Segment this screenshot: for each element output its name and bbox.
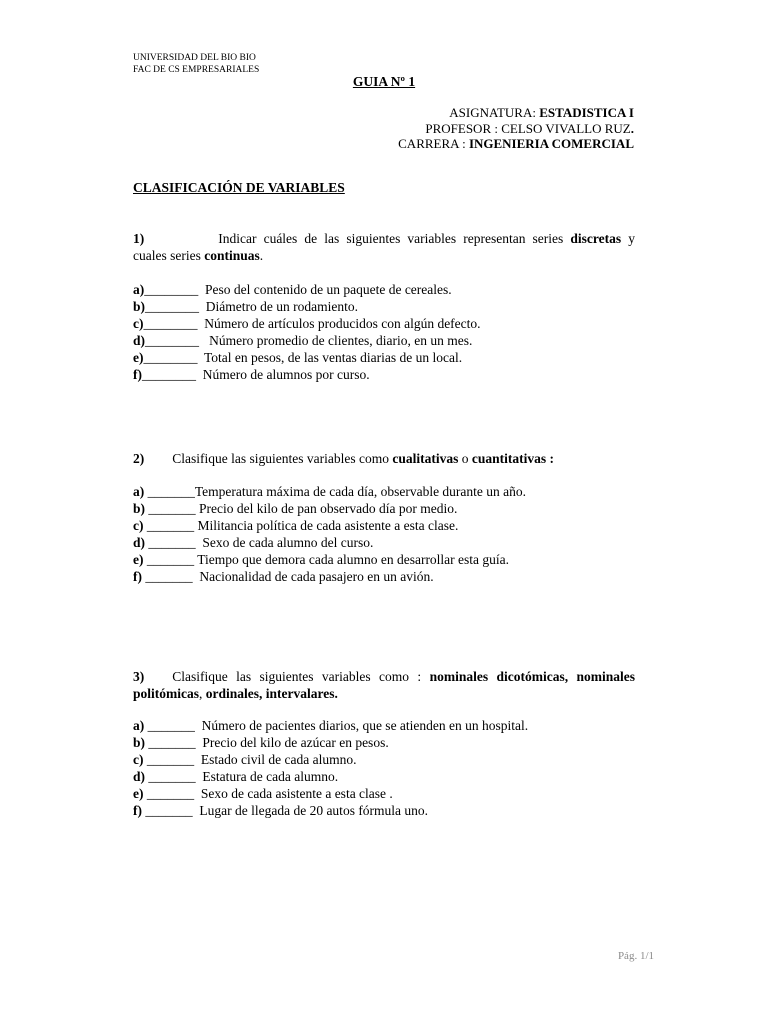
list-item	[133, 534, 526, 551]
answer-blank[interactable]: _______	[148, 769, 196, 784]
list-item	[133, 281, 481, 298]
answer-blank[interactable]: _______	[148, 535, 196, 550]
item-text: Estatura de cada alumno.	[195, 769, 339, 784]
item-label: b)	[133, 735, 149, 750]
item-label: f)	[133, 367, 142, 382]
item-label: a)	[133, 718, 148, 733]
item-label: a)	[133, 484, 148, 499]
answer-blank[interactable]: ________	[142, 367, 196, 382]
item-text: Tiempo que demora cada alumno en desarrollar esta guía.	[194, 552, 510, 567]
item-label: e)	[133, 350, 144, 365]
item-text: Número promedio de clientes, diario, en un mes.	[199, 333, 473, 348]
item-label: b)	[133, 501, 149, 516]
question-number: 2)	[133, 451, 145, 466]
answer-blank[interactable]: _______	[145, 803, 193, 818]
question-text: .	[259, 248, 264, 263]
question-keyword: cualitativas	[392, 451, 459, 466]
answer-blank[interactable]: ________	[144, 282, 199, 297]
question-text: Indicar cuáles de las siguientes variables representan series	[218, 231, 571, 246]
answer-blank[interactable]: ________	[145, 299, 200, 314]
professor-end: .	[630, 120, 634, 136]
item-text: Peso del contenido de un paquete de cereales.	[198, 282, 452, 297]
item-label: a)	[133, 282, 145, 297]
list-item	[133, 483, 526, 500]
item-text: Militancia política de cada asistente a esta clase.	[194, 518, 459, 533]
question-2	[133, 450, 635, 467]
question-number: 1)	[133, 231, 145, 246]
answer-blank[interactable]: ________	[143, 316, 198, 331]
question-text: Clasifique las siguientes variables como	[172, 451, 393, 466]
item-text: Número de artículos producidos con algún defecto.	[197, 316, 481, 331]
career-label: CARRERA :	[398, 136, 469, 151]
list-item	[133, 717, 528, 734]
answer-blank[interactable]: ________	[143, 350, 198, 365]
page-number: Pág. 1/1	[617, 950, 654, 962]
item-label: c)	[133, 518, 147, 533]
answer-blank[interactable]: ________	[145, 333, 200, 348]
item-label: c)	[133, 752, 147, 767]
list-item	[133, 734, 528, 751]
question-text: y cuales series	[133, 231, 636, 263]
item-text: Estado civil de cada alumno.	[194, 752, 357, 767]
career-value: INGENIERIA COMERCIAL	[468, 136, 634, 151]
question-text: o	[458, 451, 472, 466]
list-item	[133, 315, 481, 332]
item-label: d)	[133, 535, 149, 550]
question-number: 3)	[133, 669, 145, 684]
question-text: ,	[199, 686, 206, 701]
question-3	[133, 668, 635, 702]
question-text: Clasifique las siguientes variables como :	[172, 669, 430, 684]
item-text: Nacionalidad de cada pasajero en un avión.	[192, 569, 434, 584]
item-label: d)	[133, 333, 146, 348]
subject-value: ESTADISTICA I	[539, 105, 634, 120]
answer-blank[interactable]: _______	[147, 718, 195, 733]
list-item	[133, 349, 481, 366]
item-text: Precio del kilo de pan observado día por medio.	[195, 501, 458, 516]
list-item	[133, 568, 526, 585]
item-text: Número de alumnos por curso.	[196, 367, 370, 382]
list-item	[133, 517, 526, 534]
career-line	[398, 136, 634, 152]
item-label: e)	[133, 786, 147, 801]
list-item	[133, 802, 528, 819]
item-text: Lugar de llegada de 20 autos fórmula uno.	[192, 803, 429, 818]
guide-title: GUIA Nº 1	[352, 74, 416, 89]
item-text: Diámetro de un rodamiento.	[199, 299, 358, 314]
list-item	[133, 298, 481, 315]
answer-blank[interactable]: _______	[148, 501, 196, 516]
answer-blank[interactable]: _______	[147, 484, 195, 499]
item-label: f)	[133, 569, 146, 584]
university-header	[133, 52, 259, 76]
answer-blank[interactable]: _______	[146, 552, 195, 567]
item-label: f)	[133, 803, 146, 818]
course-info	[398, 105, 634, 152]
question-keyword: continuas	[204, 248, 260, 263]
question-keyword: ordinales, intervalares.	[205, 686, 338, 701]
subject-label: ASIGNATURA:	[449, 105, 540, 120]
faculty-name: FAC DE CS EMPRESARIALES	[133, 65, 260, 75]
professor-label: PROFESOR : CELSO VIVALLO RUZ	[425, 120, 631, 136]
answer-blank[interactable]: _______	[145, 569, 193, 584]
item-text: Temperatura máxima de cada día, observable durante un año.	[194, 484, 527, 499]
question-1	[133, 230, 635, 264]
answer-blank[interactable]: _______	[146, 752, 195, 767]
list-item	[133, 768, 528, 785]
item-label: b)	[133, 299, 146, 314]
question-keyword: cuantitativas :	[471, 451, 554, 466]
list-item	[133, 366, 481, 383]
university-name: UNIVERSIDAD DEL BIO BIO	[133, 53, 256, 63]
list-item	[133, 500, 526, 517]
item-label: c)	[133, 316, 144, 331]
list-item	[133, 332, 481, 349]
answer-blank[interactable]: _______	[148, 735, 196, 750]
list-item	[133, 785, 528, 802]
question-3-items	[133, 717, 528, 819]
item-label: d)	[133, 769, 149, 784]
question-keyword: nominales dicotómicas, nominales politómicas	[133, 669, 635, 701]
subject-line	[398, 105, 634, 121]
professor-line	[398, 121, 634, 137]
item-text: Total en pesos, de las ventas diarias de un local.	[197, 350, 463, 365]
question-keyword: discretas	[570, 231, 622, 246]
item-text: Sexo de cada asistente a esta clase .	[194, 786, 393, 801]
answer-blank[interactable]: _______	[146, 518, 195, 533]
item-label: e)	[133, 552, 147, 567]
list-item	[133, 551, 526, 568]
item-text: Número de pacientes diarios, que se atienden en un hospital.	[194, 718, 529, 733]
question-1-items	[133, 281, 481, 383]
item-text: Sexo de cada alumno del curso.	[195, 535, 374, 550]
question-2-items	[133, 483, 526, 585]
answer-blank[interactable]: _______	[146, 786, 195, 801]
section-title: CLASIFICACIÓN DE VARIABLES	[133, 180, 345, 195]
item-text: Precio del kilo de azúcar en pesos.	[195, 735, 389, 750]
list-item	[133, 751, 528, 768]
